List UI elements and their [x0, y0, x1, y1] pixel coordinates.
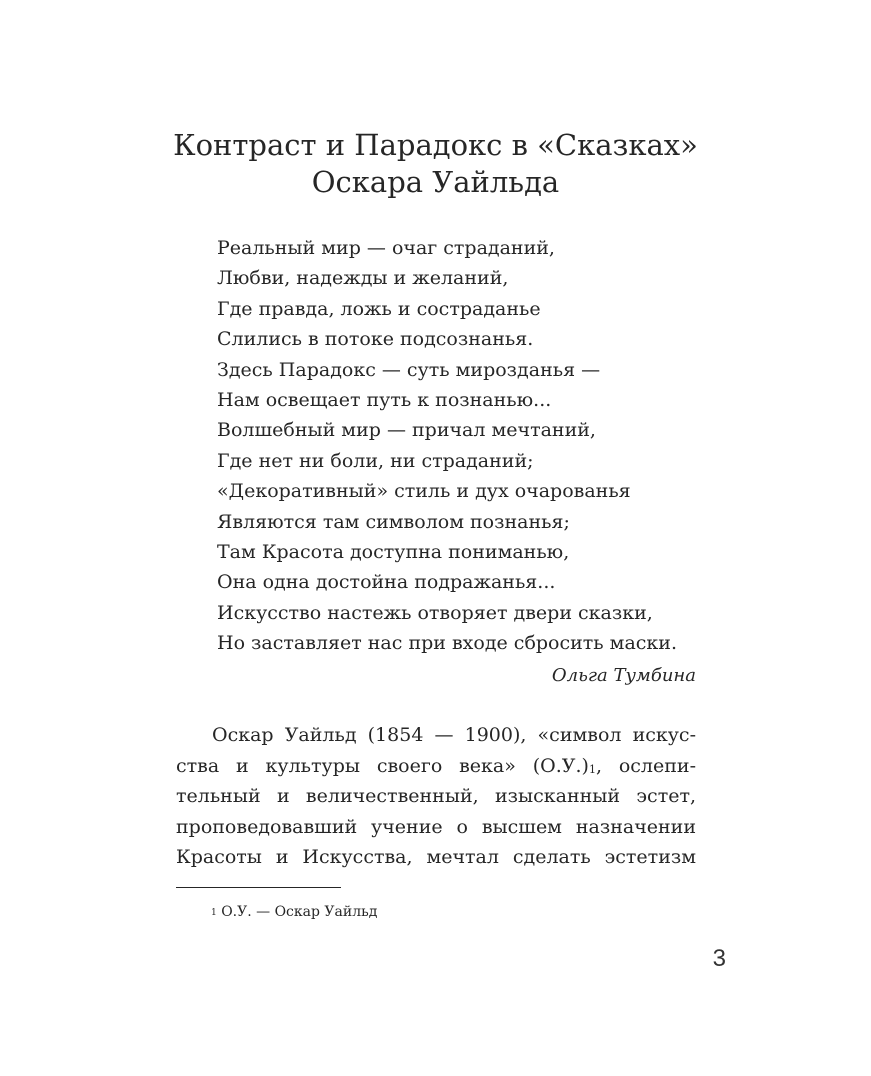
chapter-title-line-2: Оскара Уайльда [311, 165, 560, 199]
footnote-reference: 1 [588, 762, 596, 776]
poem-line: Но заставляет нас при входе сбросить маски. [217, 632, 678, 655]
poem-author: Ольга Тумбина [551, 665, 696, 686]
footnote-separator [176, 887, 341, 888]
paragraph-line: тельный и величественный, изысканный эстет, [176, 785, 696, 807]
paragraph-text: ства и культуры своего века» (О.У.) [176, 754, 589, 777]
chapter-title-line-1: Контраст и Парадокс в «Сказках» [173, 128, 698, 162]
poem-line: Являются там символом познанья; [217, 510, 570, 533]
footnote-marker: 1 [211, 908, 217, 918]
poem-line: Искусство настежь отворяет двери сказки, [217, 601, 653, 624]
paragraph-line [176, 751, 696, 782]
poem-line: Где правда, ложь и состраданье [217, 297, 541, 320]
paragraph-line: Красоты и Искусства, мечтал сделать эстетизм [176, 846, 696, 868]
poem-line: Она одна достойна подражанья... [217, 571, 556, 594]
footnote [211, 902, 377, 922]
poem-line: «Декоративный» стиль и дух очарованья [217, 480, 631, 503]
body-paragraph [176, 720, 696, 873]
paragraph-line: Оскар Уайльд (1854 — 1900), «символ искус- [212, 724, 696, 746]
poem-line: Реальный мир — очаг страданий, [217, 237, 555, 259]
paragraph-text: , ослепи- [595, 754, 696, 777]
poem-line: Там Красота доступна пониманью, [217, 541, 570, 564]
poem-line: Здесь Парадокс — суть мирозданья — [217, 358, 601, 381]
poem-line: Слились в потоке подсознанья. [217, 328, 534, 351]
footnote-text: О.У. — Оскар Уайльд [221, 904, 378, 920]
poem-line: Волшебный мир — причал мечтаний, [217, 419, 596, 442]
poem-line: Любви, надежды и желаний, [217, 267, 509, 290]
page-number: 3 [712, 945, 726, 972]
epigraph-poem [217, 233, 697, 659]
chapter-title [0, 127, 871, 201]
paragraph-line: проповедовавший учение о высшем назначении [176, 815, 696, 838]
poem-line: Нам освещает путь к познанью... [217, 389, 552, 412]
poem-line: Где нет ни боли, ни страданий; [217, 449, 534, 472]
